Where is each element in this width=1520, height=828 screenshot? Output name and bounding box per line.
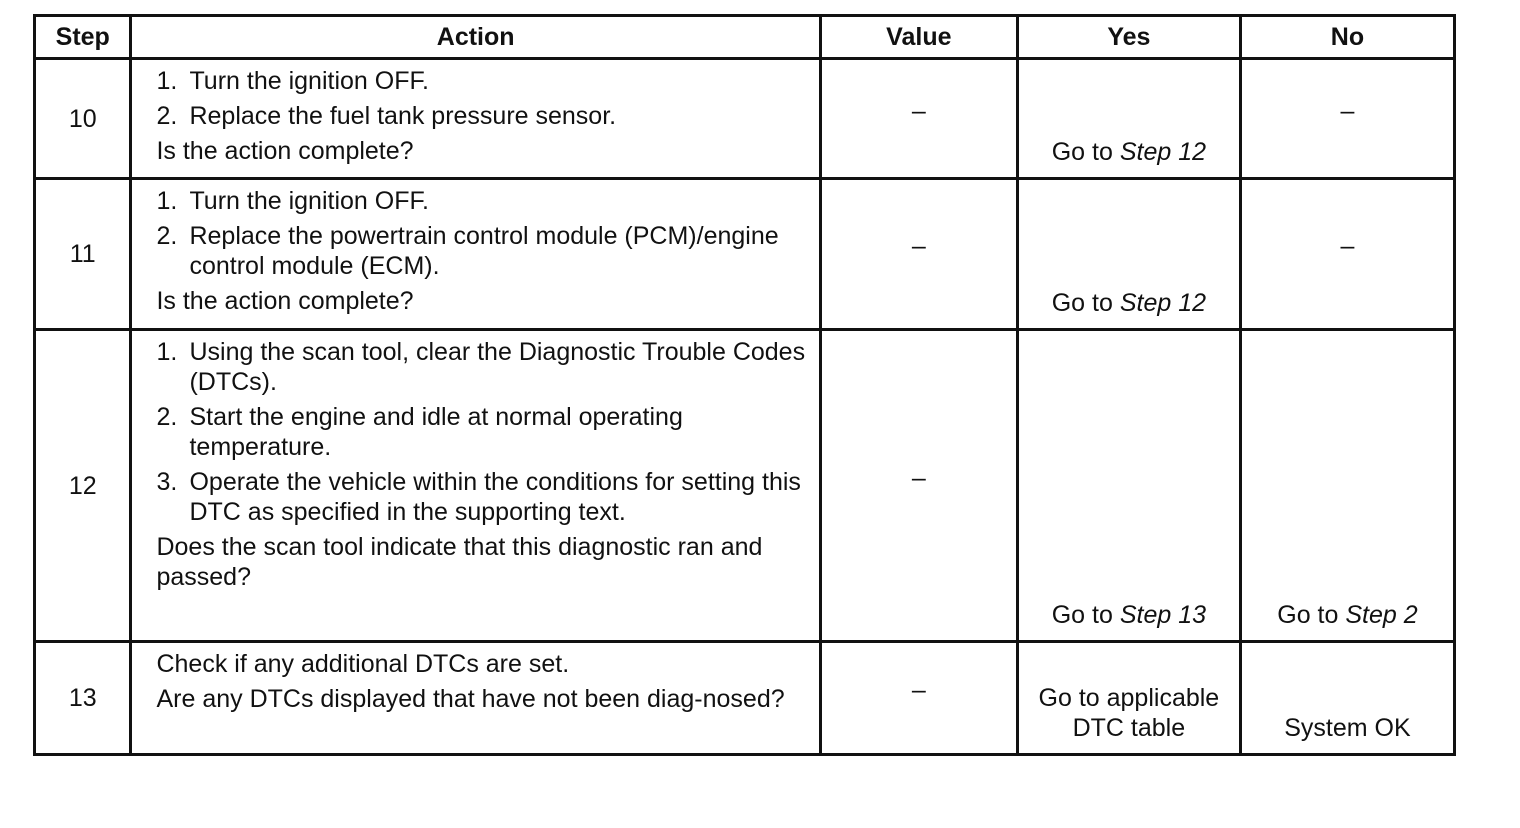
action-item-number: 3. — [156, 468, 178, 496]
no-cell — [1240, 330, 1454, 642]
action-item-text: Start the engine and idle at normal operating temperature. — [189, 403, 683, 461]
no-cell — [1240, 642, 1454, 755]
value-dash: – — [911, 676, 926, 704]
yes-cell — [1017, 642, 1240, 755]
value-cell — [820, 642, 1017, 755]
action-item — [156, 221, 810, 281]
action-item-text: Turn the ignition OFF. — [189, 67, 429, 95]
header-action: Action — [131, 16, 820, 59]
yes-cell — [1017, 330, 1240, 642]
value-dash: – — [911, 232, 926, 260]
yes-cell — [1017, 179, 1240, 330]
action-item — [156, 337, 810, 397]
header-step: Step — [35, 16, 131, 59]
action-cell — [131, 330, 820, 642]
action-question: Are any DTCs displayed that have not been diag-nosed? — [156, 685, 785, 713]
yes-prefix: Go to — [1051, 601, 1120, 629]
yes-cell — [1017, 59, 1240, 179]
action-item-number: 1. — [156, 338, 178, 366]
action-item-text: Operate the vehicle within the conditions for setting this DTC as specified in the supporting text. — [189, 468, 801, 526]
action-item-text: Replace the powertrain control module (PCM)/engine control module (ECM). — [189, 222, 779, 280]
header-row — [35, 16, 1455, 59]
table-row — [35, 642, 1455, 755]
yes-step-link: Step 12 — [1119, 138, 1207, 166]
header-no: No — [1240, 16, 1454, 59]
no-dash: – — [1340, 96, 1355, 125]
table-row — [35, 59, 1455, 179]
action-item — [156, 402, 810, 462]
no-cell — [1240, 179, 1454, 330]
action-question: Is the action complete? — [156, 287, 414, 315]
diagnostic-table — [33, 14, 1456, 756]
yes-prefix: Go to — [1051, 138, 1120, 166]
action-item-number: 1. — [156, 67, 178, 95]
action-item — [156, 467, 810, 527]
table-body — [35, 59, 1455, 755]
action-item-text: Turn the ignition OFF. — [189, 187, 429, 215]
table-row — [35, 330, 1455, 642]
value-cell — [820, 179, 1017, 330]
action-item-number: 2. — [156, 222, 178, 250]
action-statement: Check if any additional DTCs are set. — [156, 650, 570, 678]
value-cell — [820, 59, 1017, 179]
action-question: Is the action complete? — [156, 137, 414, 165]
action-item — [156, 66, 810, 96]
no-text: System OK — [1284, 714, 1411, 742]
value-dash: – — [911, 96, 926, 125]
action-item-text: Using the scan tool, clear the Diagnostic Trouble Codes (DTCs). — [189, 338, 806, 396]
table-row — [35, 179, 1455, 330]
action-cell — [131, 642, 820, 755]
action-item-number: 1. — [156, 187, 178, 215]
no-step-link: Step 2 — [1345, 601, 1418, 629]
action-item-text: Replace the fuel tank pressure sensor. — [189, 102, 617, 130]
action-item-number: 2. — [156, 102, 178, 130]
yes-step-link: Step 12 — [1119, 289, 1207, 317]
no-cell — [1240, 59, 1454, 179]
value-dash: – — [911, 463, 926, 492]
header-value: Value — [820, 16, 1017, 59]
step-number: 11 — [35, 179, 131, 330]
action-cell — [131, 59, 820, 179]
table-header — [35, 16, 1455, 59]
action-item — [156, 101, 810, 131]
value-cell — [820, 330, 1017, 642]
action-item — [156, 186, 810, 216]
action-cell — [131, 179, 820, 330]
yes-prefix: Go to — [1051, 289, 1120, 317]
action-item-number: 2. — [156, 403, 178, 431]
action-question: Does the scan tool indicate that this diagnostic ran and passed? — [156, 533, 763, 591]
no-dash: – — [1340, 232, 1355, 260]
yes-step-link: Step 13 — [1119, 601, 1207, 629]
yes-text: Go to applicable DTC table — [1038, 684, 1220, 742]
step-number: 13 — [35, 642, 131, 755]
step-number: 10 — [35, 59, 131, 179]
header-yes: Yes — [1017, 16, 1240, 59]
no-prefix: Go to — [1277, 601, 1346, 629]
step-number: 12 — [35, 330, 131, 642]
